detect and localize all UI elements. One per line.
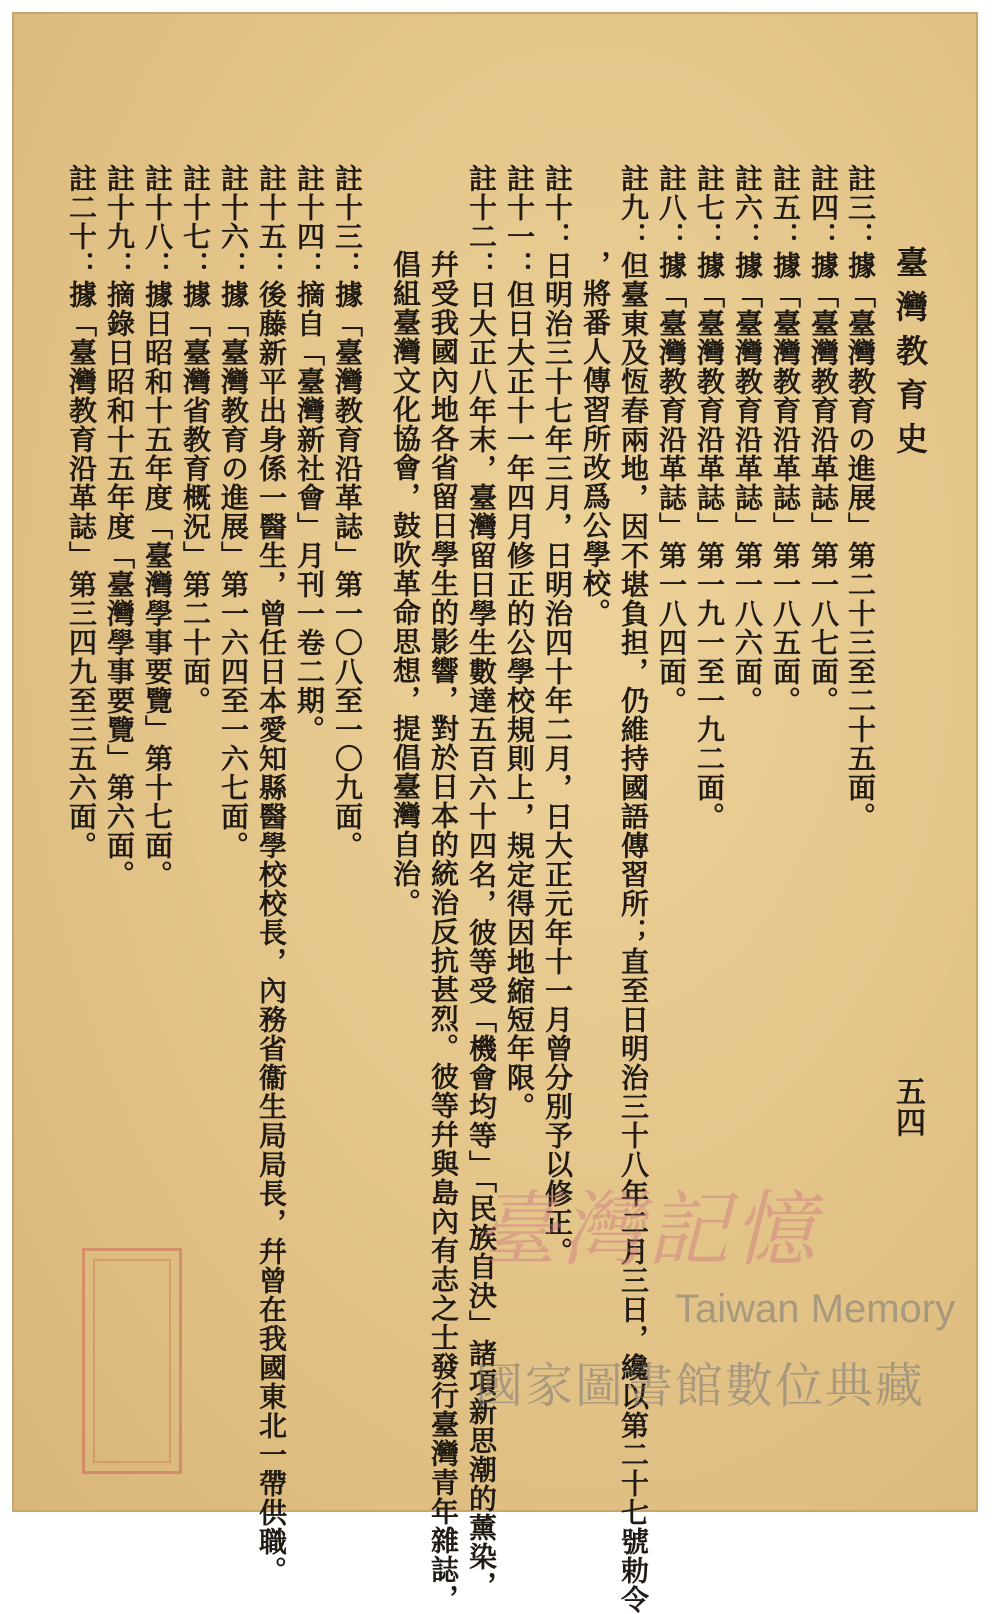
- note-3: 註三：據「臺灣教育の進展」第二十三至二十五面。: [844, 164, 877, 831]
- note-10: 註十：日明治三十七年三月，日明治四十年二月，日大正元年十一月曾分別予以修正。: [541, 164, 574, 1266]
- note-8: 註八：據「臺灣教育沿革誌」第一八四面。: [655, 164, 688, 715]
- note-11: 註十一：但日大正十一年四月修正的公學校規則上，規定得因地縮短年限。: [503, 164, 536, 1121]
- note-19: 註十九：摘錄日昭和十五年度「臺灣學事要覽」第六面。: [103, 164, 136, 889]
- taiwan-memory-watermark: [465, 1165, 956, 1414]
- note-9: 註九：但臺東及恆春兩地，因不堪負担，仍維持國語傳習所；直至日明治三十八年二月三日，纔以第二十七號勅令: [617, 164, 650, 1614]
- note-13: 註十三：據「臺灣教育沿革誌」第一〇八至一〇九面。: [331, 164, 364, 860]
- note-18: 註十八：據日昭和十五年度「臺灣學事要覽」第十七面。: [141, 164, 174, 889]
- note-16: 註十六：據「臺灣教育の進展」第一六四至一六七面。: [217, 164, 250, 860]
- note-20: 註二十：據「臺灣教育沿革誌」第三四九至三五六面。: [65, 164, 98, 860]
- watermark-chinese: 國家圖書館數位典藏: [475, 1358, 926, 1414]
- watermark-title: 臺灣記憶: [475, 1183, 819, 1278]
- note-12: 註十二：日大正八年末，臺灣留日學生數達五百六十四名，彼等受「機會均等」「民族自決」諸項新思潮的薰染，: [465, 164, 498, 1600]
- note-12-continued-1: 幷受我國內地各省留日學生的影響，對於日本的統治反抗甚烈。彼等幷與島內有志之士發行臺灣青年雜誌，: [427, 250, 460, 1613]
- note-7: 註七：據「臺灣教育沿革誌」第一九一至一九二面。: [693, 164, 726, 831]
- note-6: 註六：據「臺灣教育沿革誌」第一八六面。: [731, 164, 764, 715]
- watermark-english: Taiwan Memory: [675, 1287, 956, 1331]
- note-15: 註十五：後藤新平出身係一醫生，曾任日本愛知縣醫學校校長，內務省衞生局局長，幷曾在我國東北一帶供職。: [255, 164, 288, 1585]
- note-14: 註十四：摘自「臺灣新社會」月刊一卷二期。: [293, 164, 326, 744]
- library-seal-stamp: [82, 1248, 182, 1474]
- note-9-continued: ，將番人傳習所改爲公學校。: [579, 250, 612, 627]
- note-17: 註十七：據「臺灣省教育概況」第二十面。: [179, 164, 212, 715]
- note-4: 註四：據「臺灣教育沿革誌」第一八七面。: [807, 164, 840, 715]
- note-5: 註五：據「臺灣教育沿革誌」第一八五面。: [769, 164, 802, 715]
- note-12-continued-2: 倡組臺灣文化協會，鼓吹革命思想，提倡臺灣自治。: [389, 250, 422, 917]
- running-title: 臺灣教育史: [891, 246, 929, 466]
- page-number: 五四: [890, 1076, 925, 1138]
